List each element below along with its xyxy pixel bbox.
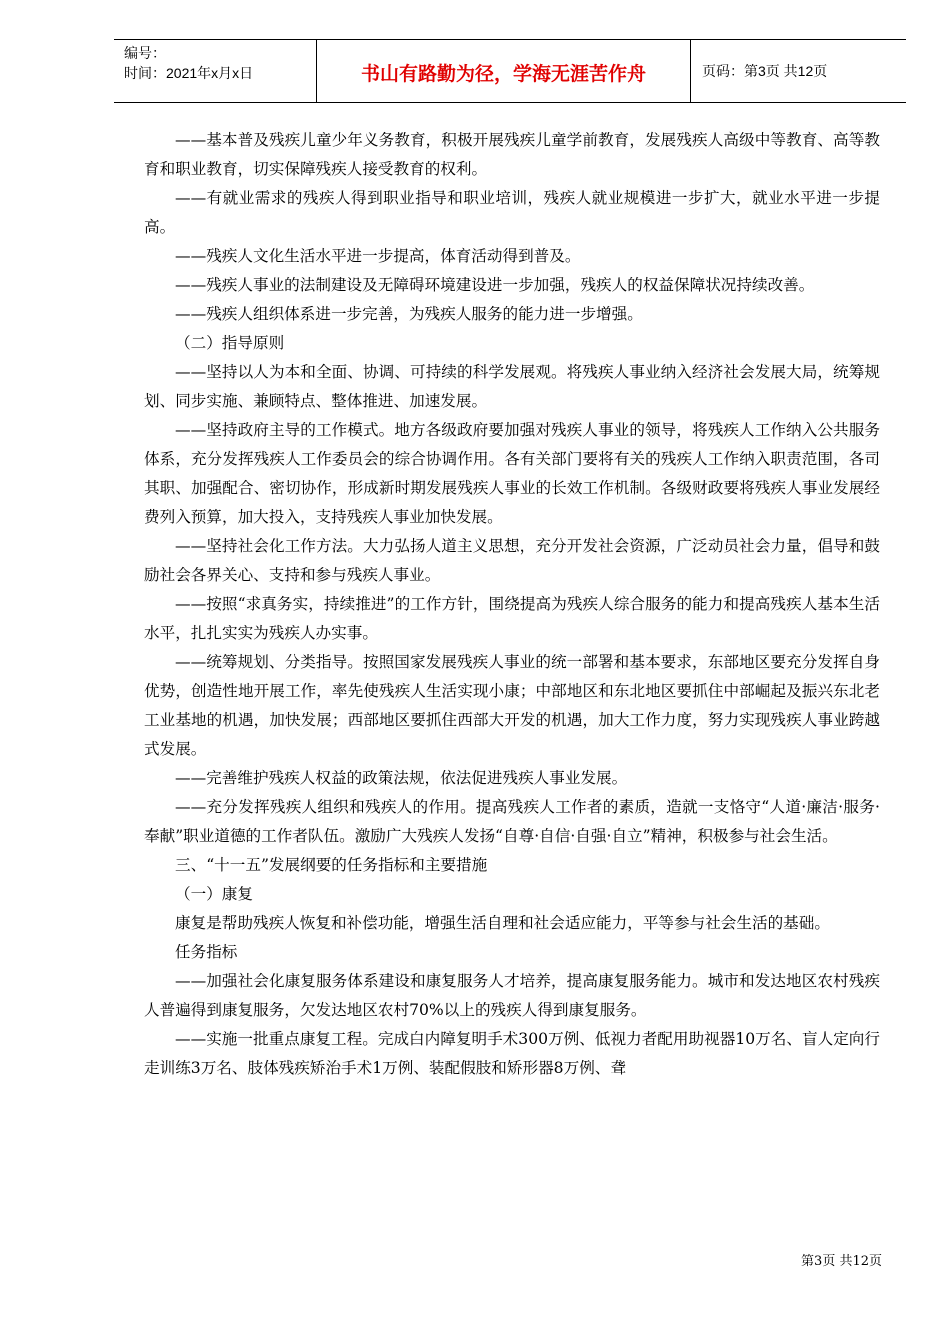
paragraph: ——统筹规划、分类指导。按照国家发展残疾人事业的统一部署和基本要求，东部地区要充分发挥自身优势，创造性地开展工作，率先使残疾人生活实现小康；中部地区和东北地区要抓住中部崛起及振兴东北老工业基地的机遇，加快发展；西部地区要抓住西部大开发的机遇，加大工作力度，努力实现残疾人事业跨越式发展。 — [144, 653, 880, 758]
paragraph: ——坚持以人为本和全面、协调、可持续的科学发展观。将残疾人事业纳入经济社会发展大局，统筹规划、同步实施、兼顾特点、整体推进、加速发展。 — [144, 363, 880, 410]
section-heading: （一）康复 — [175, 885, 253, 903]
document-number-label: 编号： — [124, 45, 166, 61]
section-heading: 任务指标 — [175, 943, 238, 961]
document-body — [144, 126, 880, 1083]
paragraph: ——实施一批重点康复工程。完成白内障复明手术300万例、低视力者配用助视器10万名、盲人定向行走训练3万名、肢体残疾矫治手术1万例、装配假肢和矫形器8万例、聋 — [144, 1030, 880, 1077]
paragraph: ——基本普及残疾儿童少年义务教育，积极开展残疾儿童学前教育，发展残疾人高级中等教育、高等教育和职业教育，切实保障残疾人接受教育的权利。 — [144, 131, 880, 178]
page-footer: 第3页 共12页 — [801, 1254, 882, 1269]
section-heading: （二）指导原则 — [175, 334, 285, 352]
paragraph: ——完善维护残疾人权益的政策法规，依法促进残疾人事业发展。 — [175, 769, 628, 787]
section-heading: 三、“十一五”发展纲要的任务指标和主要措施 — [175, 856, 488, 874]
paragraph: ——残疾人文化生活水平进一步提高，体育活动得到普及。 — [175, 247, 581, 265]
header-meta — [124, 43, 253, 83]
header-divider — [690, 40, 691, 102]
paragraph: ——残疾人组织体系进一步完善，为残疾人服务的能力进一步增强。 — [175, 305, 643, 323]
paragraph: ——按照“求真务实，持续推进”的工作方针，围绕提高为残疾人综合服务的能力和提高残疾人基本生活水平，扎扎实实为残疾人办实事。 — [144, 595, 880, 642]
page-header — [114, 39, 906, 103]
document-time-label: 时间：2021年x月x日 — [124, 65, 254, 81]
header-page-code: 页码：第3页 共12页 — [702, 63, 828, 79]
header-motto: 书山有路勤为径，学海无涯苦作舟 — [360, 63, 646, 85]
paragraph: ——坚持社会化工作方法。大力弘扬人道主义思想，充分开发社会资源，广泛动员社会力量，倡导和鼓励社会各界关心、支持和参与残疾人事业。 — [144, 537, 880, 584]
paragraph: ——坚持政府主导的工作模式。地方各级政府要加强对残疾人事业的领导，将残疾人工作纳入公共服务体系，充分发挥残疾人工作委员会的综合协调作用。各有关部门要将有关的残疾人工作纳入职责范围，各司其职、加强配合、密切协作，形成新时期发展残疾人事业的长效工作机制。各级财政要将残疾人事业发展经费列入预算，加大投入，支持残疾人事业加快发展。 — [144, 421, 880, 526]
paragraph: ——充分发挥残疾人组织和残疾人的作用。提高残疾人工作者的素质，造就一支恪守“人道·廉洁·服务·奉献”职业道德的工作者队伍。激励广大残疾人发扬“自尊·自信·自强·自立”精神，积极参与社会生活。 — [144, 798, 880, 845]
paragraph: ——残疾人事业的法制建设及无障碍环境建设进一步加强，残疾人的权益保障状况持续改善。 — [175, 276, 815, 294]
paragraph: ——加强社会化康复服务体系建设和康复服务人才培养，提高康复服务能力。城市和发达地区农村残疾人普遍得到康复服务，欠发达地区农村70%以上的残疾人得到康复服务。 — [144, 972, 880, 1019]
paragraph: ——有就业需求的残疾人得到职业指导和职业培训，残疾人就业规模进一步扩大，就业水平进一步提高。 — [144, 189, 880, 236]
paragraph: 康复是帮助残疾人恢复和补偿功能，增强生活自理和社会适应能力，平等参与社会生活的基础。 — [175, 914, 830, 932]
